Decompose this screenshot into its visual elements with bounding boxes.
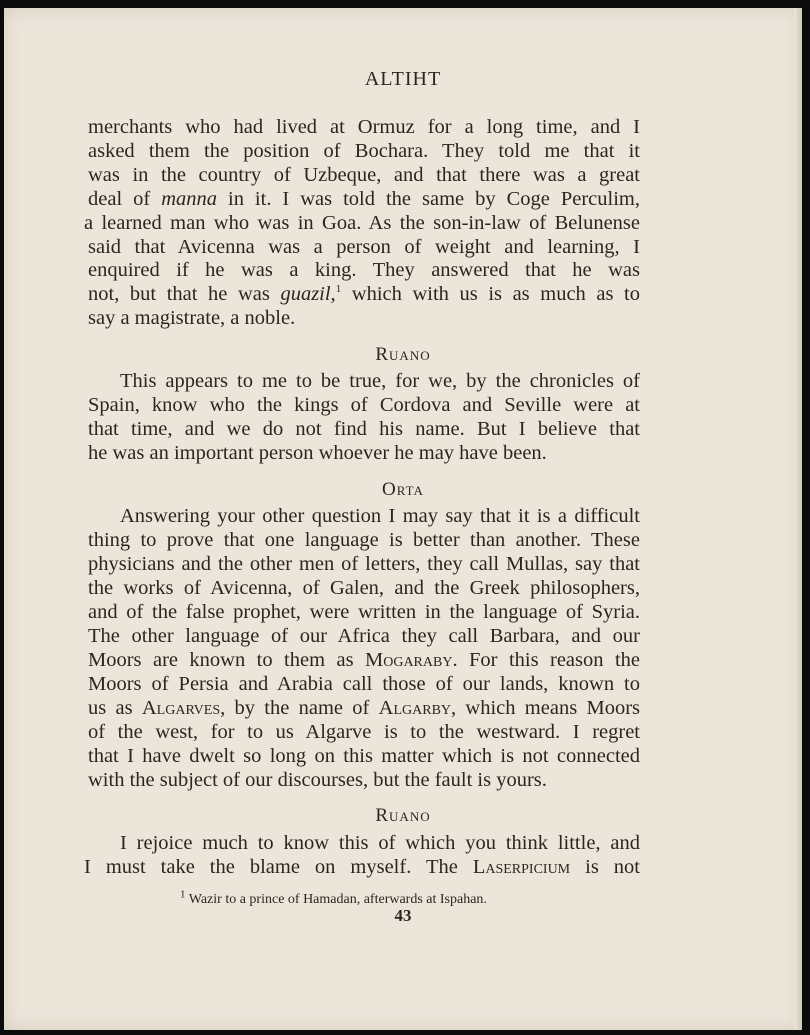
text-line: that time, and we do not find his name. But I believe that (88, 418, 640, 440)
text-line: Spain, know who the kings of Cordova and Seville were at (88, 394, 640, 416)
text-line: said that Avicenna was a person of weight and learning, I (88, 236, 640, 258)
text-line: Answering your other question I may say that it is a difficult (120, 505, 640, 527)
italic-term: manna (161, 188, 218, 210)
text-line: This appears to me to be true, for we, by the chronicles of (120, 370, 640, 392)
book-page (4, 8, 802, 1030)
speaker-heading: Orta (382, 479, 424, 500)
text-line: us as Algarves, by the name of Algarby, which means Moors (88, 697, 640, 719)
text-line: Moors of Persia and Arabia call those of our lands, known to (88, 673, 640, 695)
small-caps-term: Algarves (141, 697, 221, 719)
text-line: say a magistrate, a noble. (88, 307, 296, 329)
page-number: 43 (394, 906, 412, 925)
text-line: he was an important person whoever he may have been. (88, 442, 547, 464)
text-line: with the subject of our discourses, but the fault is yours. (88, 769, 547, 791)
text-line: was in the country of Uzbeque, and that there was a great (88, 164, 640, 186)
text-line: I rejoice much to know this of which you think little, and (120, 832, 640, 854)
text-line: thing to prove that one language is better than another. These (88, 529, 640, 551)
text-line: not, but that he was guazil,$^1$ which with us is as much as to (88, 283, 640, 305)
text-line: physicians and the other men of letters, they call Mullas, say that (88, 553, 640, 575)
speaker-heading: Ruano (375, 344, 431, 365)
page-edge-shadow (794, 8, 802, 1030)
text-line: that I have dwelt so long on this matter which is not connected (88, 745, 640, 767)
italic-term: guazil, (280, 283, 336, 305)
text-line: merchants who had lived at Ormuz for a long time, and I (88, 116, 640, 138)
running-head: ALTIHT (364, 68, 442, 90)
small-caps-term: Mogaraby (365, 649, 453, 671)
text-line: Moors are known to them as Mogaraby. For this reason the (88, 649, 640, 671)
footnote-text: Wazir to a prince of Hamadan, afterwards at Ispahan. (188, 892, 487, 907)
small-caps-term: Algarby (378, 697, 452, 719)
text-line: and of the false prophet, were written in the language of Syria. (88, 601, 640, 623)
text-line: The other language of our Africa they call Barbara, and our (88, 625, 640, 647)
text-line: the works of Avicenna, of Galen, and the Greek philosophers, (88, 577, 640, 599)
speaker-heading: Ruano (375, 805, 431, 826)
text-line: of the west, for to us Algarve is to the westward. I regret (88, 721, 640, 743)
small-caps-term: Laserpicium (472, 856, 571, 878)
text-line: enquired if he was a king. They answered that he was (88, 259, 640, 281)
footnote-marker: 1 (180, 888, 186, 901)
text-line: asked them the position of Bochara. They told me that it (88, 140, 640, 162)
text-line: I must take the blame on myself. The Laserpicium is not (84, 856, 640, 878)
footnote-marker: 1 (335, 283, 342, 296)
text-line: deal of manna in it. I was told the same by Coge Perculim, (88, 188, 640, 210)
text-line: a learned man who was in Goa. As the son-in-law of Belunense (84, 212, 640, 234)
